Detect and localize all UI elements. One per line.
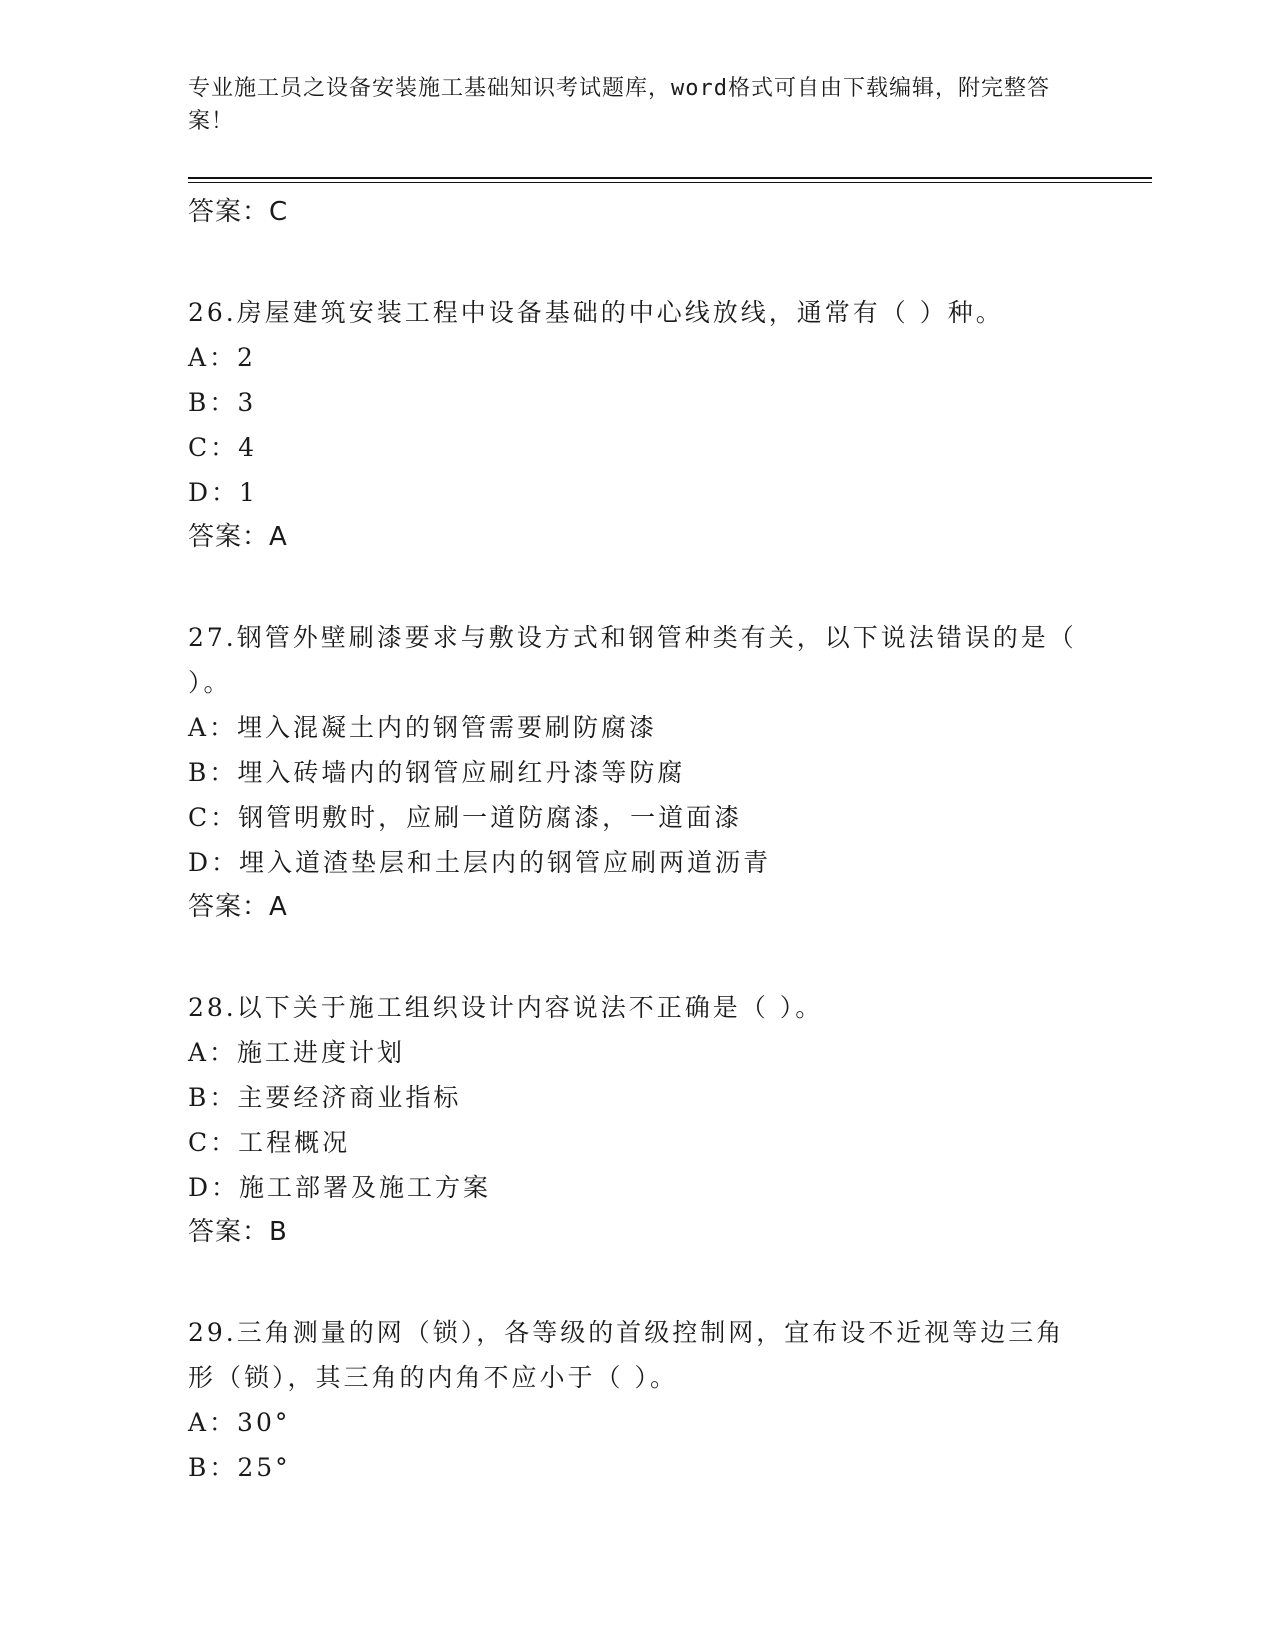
answer-line: 答案：A	[188, 522, 288, 552]
option-b: B：3	[188, 388, 257, 417]
question-block	[188, 615, 1088, 929]
option-d: D：埋入道渣垫层和土层内的钢管应刷两道沥青	[188, 848, 772, 877]
option-b: B：25°	[188, 1453, 291, 1482]
question-list	[188, 190, 1088, 1490]
option-a: A：2	[188, 343, 256, 372]
answer-line: 答案：B	[188, 1217, 288, 1247]
question-text: 27.钢管外壁刷漆要求与敷设方式和钢管种类有关，以下说法错误的是（ ）。	[188, 623, 1077, 697]
option-b: B：埋入砖墙内的钢管应刷红丹漆等防腐	[188, 758, 686, 787]
header-divider-thin	[188, 182, 1152, 183]
option-d: D：1	[188, 478, 258, 507]
option-b: B：主要经济商业指标	[188, 1083, 462, 1112]
question-text: 26.房屋建筑安装工程中设备基础的中心线放线，通常有（ ）种。	[188, 298, 1004, 327]
option-a: A：埋入混凝土内的钢管需要刷防腐漆	[188, 713, 658, 742]
answer-line: 答案：A	[188, 892, 288, 922]
question-block	[188, 985, 1088, 1254]
option-a: A：30°	[188, 1408, 291, 1437]
question-block	[188, 1310, 1088, 1490]
option-c: C：钢管明敷时，应刷一道防腐漆，一道面漆	[188, 803, 743, 832]
question-text: 28.以下关于施工组织设计内容说法不正确是（ ）。	[188, 993, 824, 1022]
option-c: C：工程概况	[188, 1128, 351, 1157]
question-text: 29.三角测量的网（锁），各等级的首级控制网，宜布设不近视等边三角形（锁），其三角的内角不应小于（ ）。	[188, 1318, 1065, 1392]
question-block	[188, 290, 1088, 559]
option-a: A：施工进度计划	[188, 1038, 406, 1067]
option-c: C：4	[188, 433, 258, 462]
option-d: D：施工部署及施工方案	[188, 1173, 492, 1202]
document-header: 专业施工员之设备安装施工基础知识考试题库，word格式可自由下载编辑，附完整答案！	[188, 76, 1050, 134]
header-divider	[188, 177, 1152, 179]
answer-line: 答案：C	[188, 197, 289, 227]
